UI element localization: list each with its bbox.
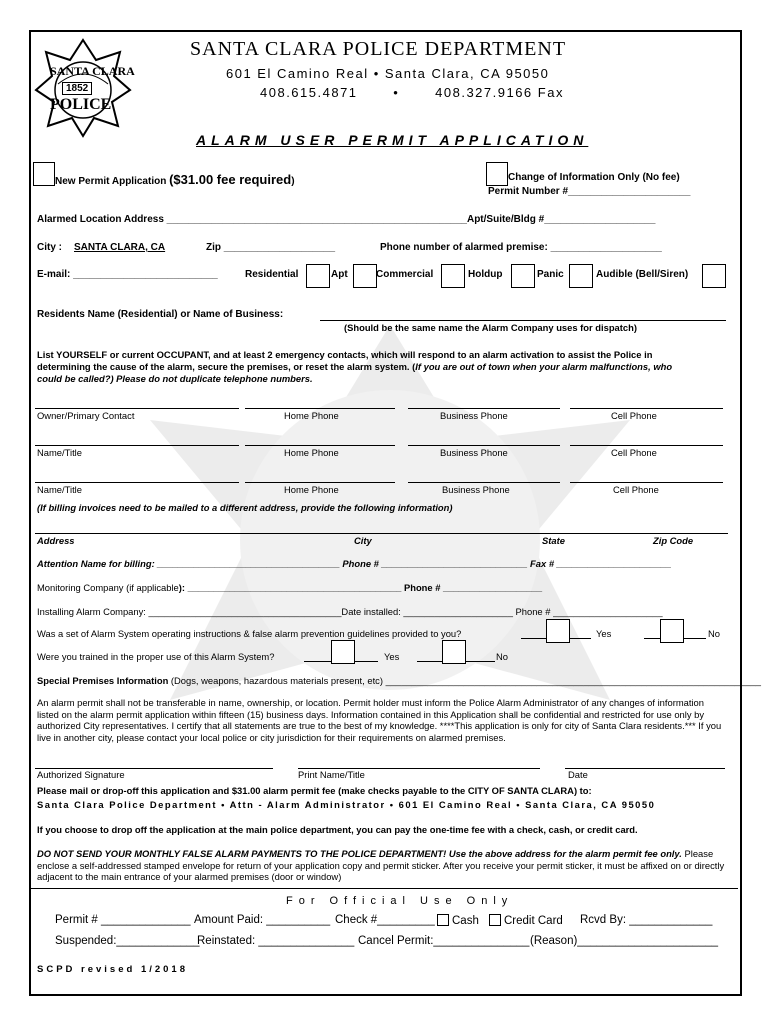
- contact-row1-home: Home Phone: [284, 410, 339, 421]
- department-phone: 408.615.4871 • 408.327.9166 Fax: [260, 85, 564, 100]
- form-title: ALARM USER PERMIT APPLICATION: [196, 132, 589, 148]
- commercial-label: Commercial: [376, 269, 434, 280]
- office-divider: [31, 888, 738, 889]
- mailing-instructions: Please mail or drop-off this application and $31.00 alarm permit fee (make checks payable to the CITY OF SANTA CLARA) to:: [37, 785, 592, 796]
- holdup-checkbox[interactable]: [511, 264, 535, 288]
- contact-line[interactable]: [570, 408, 723, 409]
- instructions-no-label: No: [708, 628, 720, 639]
- office-permit: Permit # ______________: [55, 914, 191, 926]
- audible-label: Audible (Bell/Siren): [596, 269, 689, 280]
- department-address: 601 El Camino Real • Santa Clara, CA 95050: [226, 66, 550, 81]
- residents-note: (Should be the same name the Alarm Company uses for dispatch): [344, 322, 637, 333]
- contact-row3-name: Name/Title: [37, 484, 82, 495]
- contacts-instructions-3: could be called?) Please do not duplicate telephone numbers.: [37, 373, 313, 384]
- office-reinstated: Reinstated: _______________: [197, 935, 355, 947]
- premise-phone-field[interactable]: Phone number of alarmed premise: ____________________: [380, 242, 662, 253]
- city-value[interactable]: SANTA CLARA, CA: [74, 242, 166, 253]
- zip-field[interactable]: Zip ____________________: [206, 242, 336, 253]
- trained-no-checkbox[interactable]: [442, 640, 466, 664]
- contact-row2-home: Home Phone: [284, 447, 339, 458]
- contact-line[interactable]: [570, 482, 723, 483]
- office-suspended: Suspended:_____________: [55, 935, 200, 947]
- badge-year: 1852: [62, 82, 92, 95]
- drop-off-note: If you choose to drop off the application at the main police department, you can pay the one-time fee with a check, cash, or credit card.: [37, 824, 638, 835]
- billing-address-label: Address: [37, 535, 75, 546]
- residential-label: Residential: [245, 269, 299, 280]
- installing-company-field[interactable]: Installing Alarm Company: _____________________________________Date installed: _____________________ Phone # _____________________: [37, 606, 663, 617]
- instructions-yes-label: Yes: [596, 628, 612, 639]
- contact-line[interactable]: [245, 445, 395, 446]
- legal-text: An alarm permit shall not be transferable in name, ownership, or location. Permit holder must inform the Police Alarm Administrator of any changes of information listed on the alarm permit application within fifteen (15) business days. Information contained in this Application shall be confidential and restricted for use only by authorized City representatives. I certify that all statements are true to the best of my knowledge. ****This application is only for city of Santa Clara residents.*** If you live in another city, please contact your local police or city jurisdiction for their requirements on alarmed premises.: [37, 697, 722, 743]
- apt-label: Apt: [331, 269, 348, 280]
- city-label: City :: [37, 242, 62, 253]
- payment-warning: DO NOT SEND YOUR MONTHLY FALSE ALARM PAYMENTS TO THE POLICE DEPARTMENT! Use the above address for the alarm permit fee only. Please enclose a self-addressed stamped envelope for return of your application copy and permit sticker. After you receive your permit sticker, it must be affixed on or directly adjacent to the main entrance of your alarmed premises (door or window): [37, 848, 725, 882]
- special-premises-field[interactable]: Special Premises Information (Dogs, weapons, hazardous materials present, etc) ________________________________________________________________________: [37, 675, 761, 686]
- office-title: For Official Use Only: [286, 895, 514, 907]
- residents-name-label: Residents Name (Residential) or Name of Business:: [37, 309, 284, 320]
- credit-checkbox: [489, 914, 501, 926]
- date-label: Date: [568, 769, 588, 780]
- office-check: Check #_________: [335, 914, 435, 926]
- cash-checkbox: [437, 914, 449, 926]
- contact-row2-cell: Cell Phone: [611, 447, 657, 458]
- contact-line[interactable]: [408, 408, 560, 409]
- change-info-label: Change of Information Only (No fee): [508, 172, 680, 183]
- contact-row1-cell: Cell Phone: [611, 410, 657, 421]
- panic-label: Panic: [537, 269, 564, 280]
- office-amount: Amount Paid: __________: [194, 914, 331, 926]
- audible-checkbox[interactable]: [702, 264, 726, 288]
- signature-label: Authorized Signature: [37, 769, 125, 780]
- footer-revision: SCPD revised 1/2018: [37, 964, 189, 975]
- apt-checkbox[interactable]: [353, 264, 377, 288]
- office-reason: (Reason)______________________: [530, 935, 719, 947]
- contact-line[interactable]: [245, 408, 395, 409]
- office-rcvd: Rcvd By: _____________: [580, 914, 713, 926]
- contact-row1-name: Owner/Primary Contact: [37, 410, 135, 421]
- contact-line[interactable]: [35, 408, 239, 409]
- billing-address-line[interactable]: [35, 533, 728, 534]
- new-permit-label: New Permit Application ($31.00 fee required): [55, 172, 295, 187]
- holdup-label: Holdup: [468, 269, 503, 280]
- office-cancel: Cancel Permit:_______________: [358, 935, 530, 947]
- contacts-instructions-1: List YOURSELF or current OCCUPANT, and at least 2 emergency contacts, which will respond to an alarm activation to assist the Police in: [37, 349, 653, 360]
- contact-line[interactable]: [245, 482, 395, 483]
- badge-bottom-text: POLICE: [50, 96, 112, 113]
- contact-row2-name: Name/Title: [37, 447, 82, 458]
- residents-name-line[interactable]: [320, 320, 726, 321]
- change-info-checkbox[interactable]: [486, 162, 508, 186]
- mailing-address: Santa Clara Police Department • Attn - Alarm Administrator • 601 El Camino Real • Santa Clara, CA 95050: [37, 799, 656, 810]
- date-line[interactable]: [565, 768, 725, 769]
- new-permit-checkbox[interactable]: [33, 162, 55, 186]
- contact-line[interactable]: [408, 445, 560, 446]
- billing-note: (If billing invoices need to be mailed to a different address, provide the following information): [37, 502, 453, 513]
- office-credit: Credit Card: [489, 914, 563, 927]
- contact-row3-home: Home Phone: [284, 484, 339, 495]
- billing-zip-label: Zip Code: [653, 535, 694, 546]
- billing-state-label: State: [542, 535, 565, 546]
- instructions-question: Was a set of Alarm System operating instructions & false alarm prevention guidelines provided to you?: [37, 628, 462, 639]
- residential-checkbox[interactable]: [306, 264, 330, 288]
- instructions-no-checkbox[interactable]: [660, 619, 684, 643]
- email-field[interactable]: E-mail: __________________________: [37, 269, 218, 280]
- contact-line[interactable]: [35, 482, 239, 483]
- instructions-yes-checkbox[interactable]: [546, 619, 570, 643]
- monitoring-company-field[interactable]: Monitoring Company (if applicable): _________________________________________ Phone # ___________________: [37, 582, 543, 593]
- location-address-field[interactable]: Alarmed Location Address ______________________________________________________Apt/Suite/Bldg #____________________: [37, 214, 656, 225]
- contacts-instructions-2: determining the cause of the alarm, secure the premises, or reset the alarm system. (If you are out of town when your alarm malfunctions, who: [37, 361, 673, 372]
- contact-row2-business: Business Phone: [440, 447, 508, 458]
- permit-number-field[interactable]: Permit Number #______________________: [488, 186, 691, 197]
- trained-yes-checkbox[interactable]: [331, 640, 355, 664]
- trained-no-label: No: [496, 651, 508, 662]
- commercial-checkbox[interactable]: [441, 264, 465, 288]
- contact-row1-business: Business Phone: [440, 410, 508, 421]
- billing-attention-field[interactable]: Attention Name for billing: ___________________________________ Phone # ____________________________ Fax # ______________________: [37, 558, 672, 569]
- badge-top-text: SANTA CLARA: [50, 64, 135, 78]
- contact-line[interactable]: [570, 445, 723, 446]
- office-cash: Cash: [437, 914, 479, 927]
- department-name: SANTA CLARA POLICE DEPARTMENT: [190, 38, 567, 60]
- print-name-label: Print Name/Title: [298, 769, 365, 780]
- billing-city-label: City: [354, 535, 372, 546]
- trained-question: Were you trained in the proper use of this Alarm System?: [37, 651, 275, 662]
- contact-line[interactable]: [35, 445, 239, 446]
- trained-yes-label: Yes: [384, 651, 400, 662]
- contact-row3-business: Business Phone: [442, 484, 510, 495]
- panic-checkbox[interactable]: [569, 264, 593, 288]
- contact-row3-cell: Cell Phone: [613, 484, 659, 495]
- contact-line[interactable]: [408, 482, 560, 483]
